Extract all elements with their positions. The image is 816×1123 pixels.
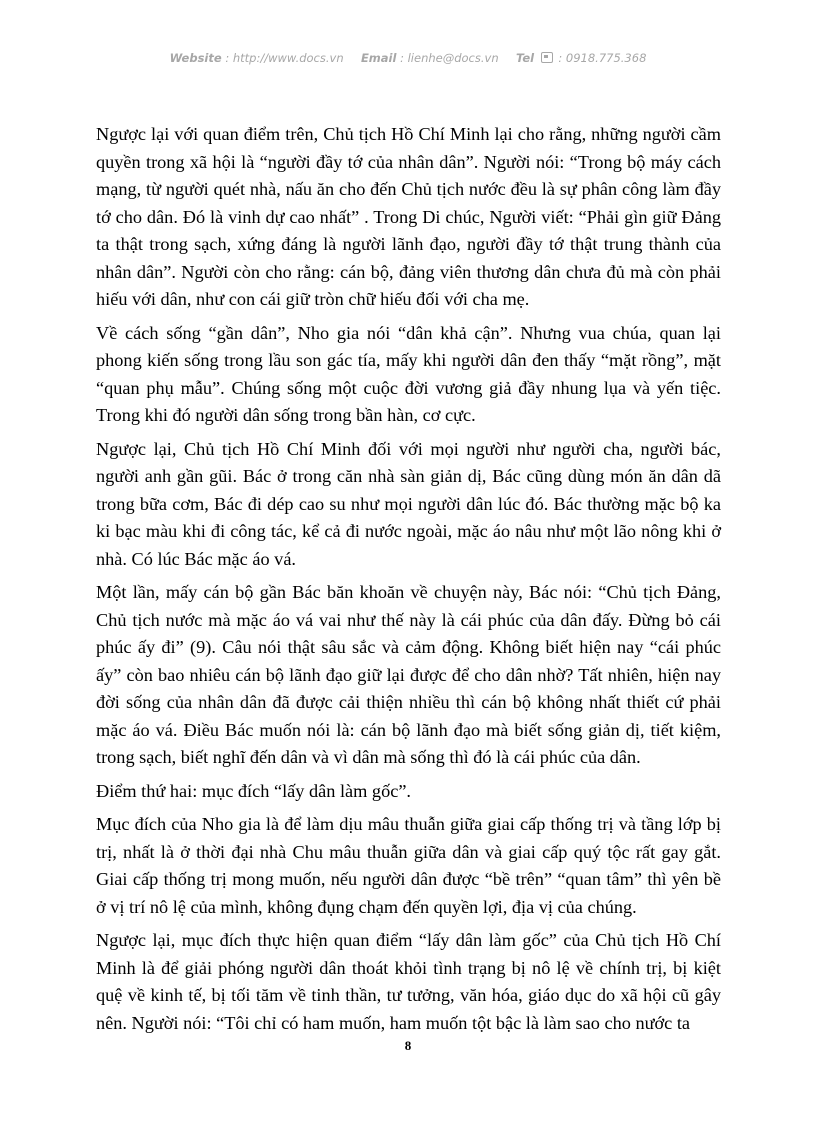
paragraph: Về cách sống “gần dân”, Nho gia nói “dân khả cận”. Nhưng vua chúa, quan lại phong kiến sống trong lầu son gác tía, mấy khi người dân đen thấy “mặt rồng”, mặt “quan phụ mẫu”. Chúng sống một cuộc đời vương giả đầy nhung lụa và yến tiệc. Trong khi đó người dân sống trong bần hàn, cơ cực. xyxy=(96,322,721,425)
paragraph: Ngược lại, mục đích thực hiện quan điểm “lấy dân làm gốc” của Chủ tịch Hồ Chí Minh là để giải phóng người dân thoát khỏi tình trạng bị nô lệ về chính trị, bị kiệt quệ về kinh tế, bị tối tăm về tinh thần, tư tưởng, văn hóa, giáo dục do xã hội cũ gây nên. Người nói: “Tôi chỉ có ham muốn, ham muốn tột bậc là làm sao cho nước ta xyxy=(96,930,721,1033)
page-header xyxy=(0,51,816,65)
email-value: : lienhe@docs.vn xyxy=(400,51,499,65)
tel-value: : 0918.775.368 xyxy=(558,51,647,65)
section-heading: Điểm thứ hai: mục đích “lấy dân làm gốc”. xyxy=(96,780,412,801)
page-number: 8 xyxy=(404,1038,412,1053)
paragraph: Ngược lại, Chủ tịch Hồ Chí Minh đối với mọi người như người cha, người bác, người anh gần gũi. Bác ở trong căn nhà sàn giản dị, Bác cũng dùng món ăn dân dã trong bữa cơm, Bác đi dép cao su như mọi người dân lúc đó. Bác thường mặc bộ ka ki bạc màu khi đi công tác, kể cả đi nước ngoài, mặc áo nâu như một lão nông khi ở nhà. Có lúc Bác mặc áo vá. xyxy=(96,438,721,569)
paragraph: Một lần, mấy cán bộ gần Bác băn khoăn về chuyện này, Bác nói: “Chủ tịch Đảng, Chủ tịch nước mà mặc áo vá vai như thế này là cái phúc của dân đấy. Đừng bỏ cái phúc ấy đi” (9). Câu nói thật sâu sắc và cảm động. Không biết hiện nay “cái phúc ấy” còn bao nhiêu cán bộ lãnh đạo giữ lại được để cho dân nhờ? Tất nhiên, hiện nay đời sống của nhân dân đã được cải thiện nhiều thì cán bộ không nhất thiết cứ phải mặc áo vá. Điều Bác muốn nói là: cán bộ lãnh đạo mà biết sống giản dị, tiết kiệm, trong sạch, biết nghĩ đến dân và vì dân mà sống thì đó là cái phúc của dân. xyxy=(96,582,721,767)
tel-label: Tel xyxy=(515,51,535,65)
body-text xyxy=(96,121,721,1043)
email-label: Email xyxy=(360,51,397,65)
paragraph: Ngược lại với quan điểm trên, Chủ tịch Hồ Chí Minh lại cho rằng, những người cầm quyền trong xã hội là “người đầy tớ của nhân dân”. Người nói: “Trong bộ máy cách mạng, từ người quét nhà, nấu ăn cho đến Chủ tịch nước đều là sự phân công làm đầy tớ cho dân. Đó là vinh dự cao nhất” . Trong Di chúc, Người viết: “Phải gìn giữ Đảng ta thật trong sạch, xứng đáng là người lãnh đạo, người đầy tớ thật trung thành của nhân dân”. Người còn cho rằng: cán bộ, đảng viên thương dân chưa đủ mà còn phải hiếu với dân, như con cái giữ tròn chữ hiếu đối với cha mẹ. xyxy=(96,124,721,309)
website-value: : http://www.docs.vn xyxy=(225,51,344,65)
website-label: Website xyxy=(169,51,222,65)
paragraph: Mục đích của Nho gia là để làm dịu mâu thuẫn giữa giai cấp thống trị và tầng lớp bị trị, nhất là ở thời đại nhà Chu mâu thuẫn giữa dân và giai cấp quý tộc rất gay gắt. Giai cấp thống trị mong muốn, nếu người dân được “bề trên” “quan tâm” thì yên bề ở vị trí nô lệ của mình, không đụng chạm đến quyền lợi, địa vị của chúng. xyxy=(96,814,721,917)
phone-icon xyxy=(541,52,553,63)
